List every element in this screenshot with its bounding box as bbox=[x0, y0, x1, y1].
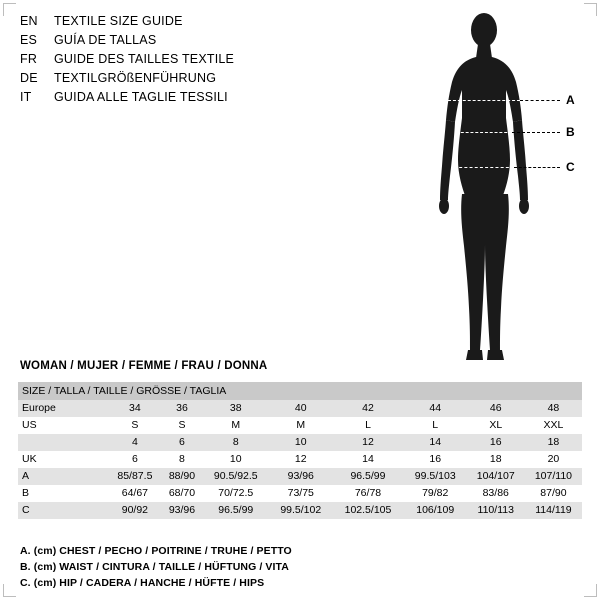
language-code-de: DE bbox=[20, 71, 38, 85]
cell: 44 bbox=[404, 400, 467, 417]
cell: 14 bbox=[404, 434, 467, 451]
measure-line-c-inner bbox=[454, 167, 514, 168]
cell: 90/92 bbox=[108, 502, 162, 519]
cell: 40 bbox=[269, 400, 332, 417]
language-row-fr bbox=[20, 52, 350, 71]
table-row bbox=[18, 502, 582, 519]
corner-mark-bottom-left bbox=[3, 584, 16, 597]
language-title-es: GUÍA DE TALLAS bbox=[54, 33, 157, 47]
cell: 12 bbox=[332, 434, 404, 451]
note-b: B. (cm) WAIST / CINTURA / TAILLE / HÜFTUNG / VITA bbox=[20, 561, 289, 573]
language-title-de: TEXTILGRÖßENFÜHRUNG bbox=[54, 71, 217, 85]
table-row bbox=[18, 468, 582, 485]
measure-line-c-outer bbox=[514, 167, 560, 168]
size-table bbox=[18, 382, 582, 519]
cell: 87/90 bbox=[525, 485, 582, 502]
cell: 6 bbox=[108, 451, 162, 468]
cell: 110/113 bbox=[467, 502, 525, 519]
cell: S bbox=[108, 417, 162, 434]
table-row bbox=[18, 400, 582, 417]
note-a: A. (cm) CHEST / PECHO / POITRINE / TRUHE / PETTO bbox=[20, 545, 292, 557]
cell: 99.5/103 bbox=[404, 468, 467, 485]
language-title-fr: GUIDE DES TAILLES TEXTILE bbox=[54, 52, 235, 66]
cell: 10 bbox=[269, 434, 332, 451]
measure-line-a-inner bbox=[448, 100, 520, 101]
table-row bbox=[18, 417, 582, 434]
row-label: B bbox=[18, 485, 108, 502]
cell: 70/72.5 bbox=[202, 485, 269, 502]
cell: 18 bbox=[525, 434, 582, 451]
cell: L bbox=[332, 417, 404, 434]
measure-line-b-inner bbox=[456, 132, 512, 133]
row-label: US bbox=[18, 417, 108, 434]
cell: 76/78 bbox=[332, 485, 404, 502]
measure-line-b-outer bbox=[512, 132, 560, 133]
cell: 88/90 bbox=[162, 468, 202, 485]
language-row-es bbox=[20, 33, 350, 52]
cell: 106/109 bbox=[404, 502, 467, 519]
cell: 38 bbox=[202, 400, 269, 417]
row-label bbox=[18, 434, 108, 451]
row-label: UK bbox=[18, 451, 108, 468]
cell: 99.5/102 bbox=[269, 502, 332, 519]
language-title-block bbox=[20, 14, 350, 109]
language-code-en: EN bbox=[20, 14, 38, 28]
table-row bbox=[18, 451, 582, 468]
table-header-row bbox=[18, 382, 582, 400]
table-row bbox=[18, 434, 582, 451]
language-code-es: ES bbox=[20, 33, 38, 47]
cell: S bbox=[162, 417, 202, 434]
measure-label-b: B bbox=[566, 125, 575, 139]
row-label: A bbox=[18, 468, 108, 485]
measure-label-c: C bbox=[566, 160, 575, 174]
cell: 107/110 bbox=[525, 468, 582, 485]
language-title-it: GUIDA ALLE TAGLIE TESSILI bbox=[54, 90, 228, 104]
cell: 102.5/105 bbox=[332, 502, 404, 519]
cell: 104/107 bbox=[467, 468, 525, 485]
measure-label-a: A bbox=[566, 93, 575, 107]
cell: 8 bbox=[202, 434, 269, 451]
row-label: Europe bbox=[18, 400, 108, 417]
section-heading-woman: WOMAN / MUJER / FEMME / FRAU / DONNA bbox=[20, 360, 268, 372]
female-body-silhouette-icon bbox=[400, 8, 590, 368]
corner-mark-bottom-right bbox=[584, 584, 597, 597]
table-row bbox=[18, 485, 582, 502]
cell: 14 bbox=[332, 451, 404, 468]
language-code-it: IT bbox=[20, 90, 32, 104]
measurement-notes bbox=[20, 543, 540, 591]
cell: 96.5/99 bbox=[202, 502, 269, 519]
cell: 16 bbox=[404, 451, 467, 468]
cell: 64/67 bbox=[108, 485, 162, 502]
cell: 93/96 bbox=[269, 468, 332, 485]
measure-line-a-outer bbox=[520, 100, 560, 101]
cell: M bbox=[269, 417, 332, 434]
cell: M bbox=[202, 417, 269, 434]
language-row-de bbox=[20, 71, 350, 90]
cell: 83/86 bbox=[467, 485, 525, 502]
cell: 10 bbox=[202, 451, 269, 468]
body-figure-area bbox=[400, 8, 590, 368]
cell: 4 bbox=[108, 434, 162, 451]
cell: 20 bbox=[525, 451, 582, 468]
row-label: C bbox=[18, 502, 108, 519]
cell: L bbox=[404, 417, 467, 434]
cell: 93/96 bbox=[162, 502, 202, 519]
cell: 85/87.5 bbox=[108, 468, 162, 485]
cell: 6 bbox=[162, 434, 202, 451]
note-c: C. (cm) HIP / CADERA / HANCHE / HÜFTE / HIPS bbox=[20, 577, 265, 589]
cell: 36 bbox=[162, 400, 202, 417]
cell: XL bbox=[467, 417, 525, 434]
cell: 34 bbox=[108, 400, 162, 417]
cell: 114/119 bbox=[525, 502, 582, 519]
cell: 12 bbox=[269, 451, 332, 468]
language-row-en bbox=[20, 14, 350, 33]
cell: 18 bbox=[467, 451, 525, 468]
cell: 68/70 bbox=[162, 485, 202, 502]
cell: 96.5/99 bbox=[332, 468, 404, 485]
cell: 90.5/92.5 bbox=[202, 468, 269, 485]
language-row-it bbox=[20, 90, 350, 109]
language-title-en: TEXTILE SIZE GUIDE bbox=[54, 14, 183, 28]
cell: 79/82 bbox=[404, 485, 467, 502]
cell: 8 bbox=[162, 451, 202, 468]
corner-mark-top-left bbox=[3, 3, 16, 16]
table-header-label: SIZE / TALLA / TAILLE / GRÖSSE / TAGLIA bbox=[18, 382, 582, 400]
cell: 16 bbox=[467, 434, 525, 451]
cell: XXL bbox=[525, 417, 582, 434]
language-code-fr: FR bbox=[20, 52, 38, 66]
cell: 48 bbox=[525, 400, 582, 417]
cell: 73/75 bbox=[269, 485, 332, 502]
cell: 42 bbox=[332, 400, 404, 417]
cell: 46 bbox=[467, 400, 525, 417]
